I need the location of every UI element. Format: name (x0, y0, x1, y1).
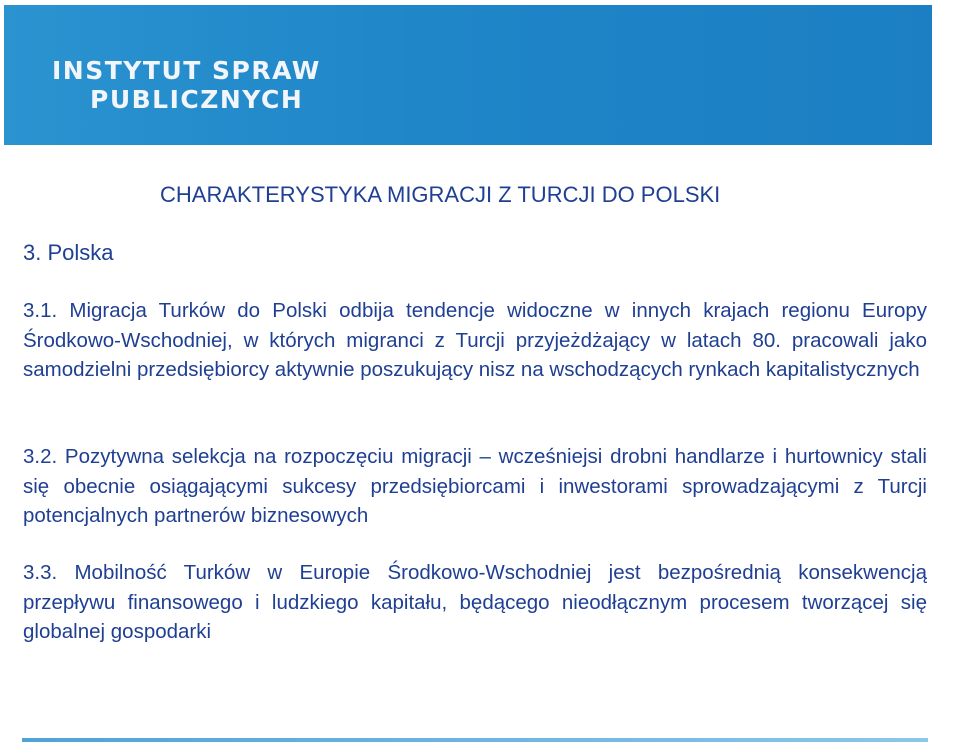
paragraph-3-3: 3.3. Mobilność Turków w Europie Środkowo-Wschodniej jest bezpośrednią konsekwencją przepływu finansowego i ludzkiego kapitału, będącego nieodłącznym procesem tworzącej się globalnej gospodarki (23, 561, 927, 643)
section-heading: 3. Polska (23, 240, 114, 265)
footer-divider (22, 738, 928, 742)
logo-line-2: PUBLICZNYCH (90, 85, 304, 114)
paragraph-3-1: 3.1. Migracja Turków do Polski odbija tendencje widoczne w innych krajach regionu Europy Środkowo-Wschodniej, w których migranci z Turcji przyjeżdżający w latach 80. pracowali jako samodzielni przedsiębiorcy aktywnie poszukujący nisz na wschodzących rynkach kapitalistycznych (23, 299, 927, 381)
institute-logo (52, 56, 321, 114)
paragraph-3-2: 3.2. Pozytywna selekcja na rozpoczęciu migracji – wcześniejsi drobni handlarze i hurtownicy stali się obecnie osiągającymi sukcesy przedsiębiorcami i inwestorami sprowadzającymi z Turcji potencjalnych partnerów biznesowych (23, 445, 927, 527)
slide-title: CHARAKTERYSTYKA MIGRACJI Z TURCJI DO POLSKI (160, 182, 721, 207)
logo-line-1: INSTYTUT SPRAW (52, 56, 321, 85)
header-banner (4, 5, 932, 145)
